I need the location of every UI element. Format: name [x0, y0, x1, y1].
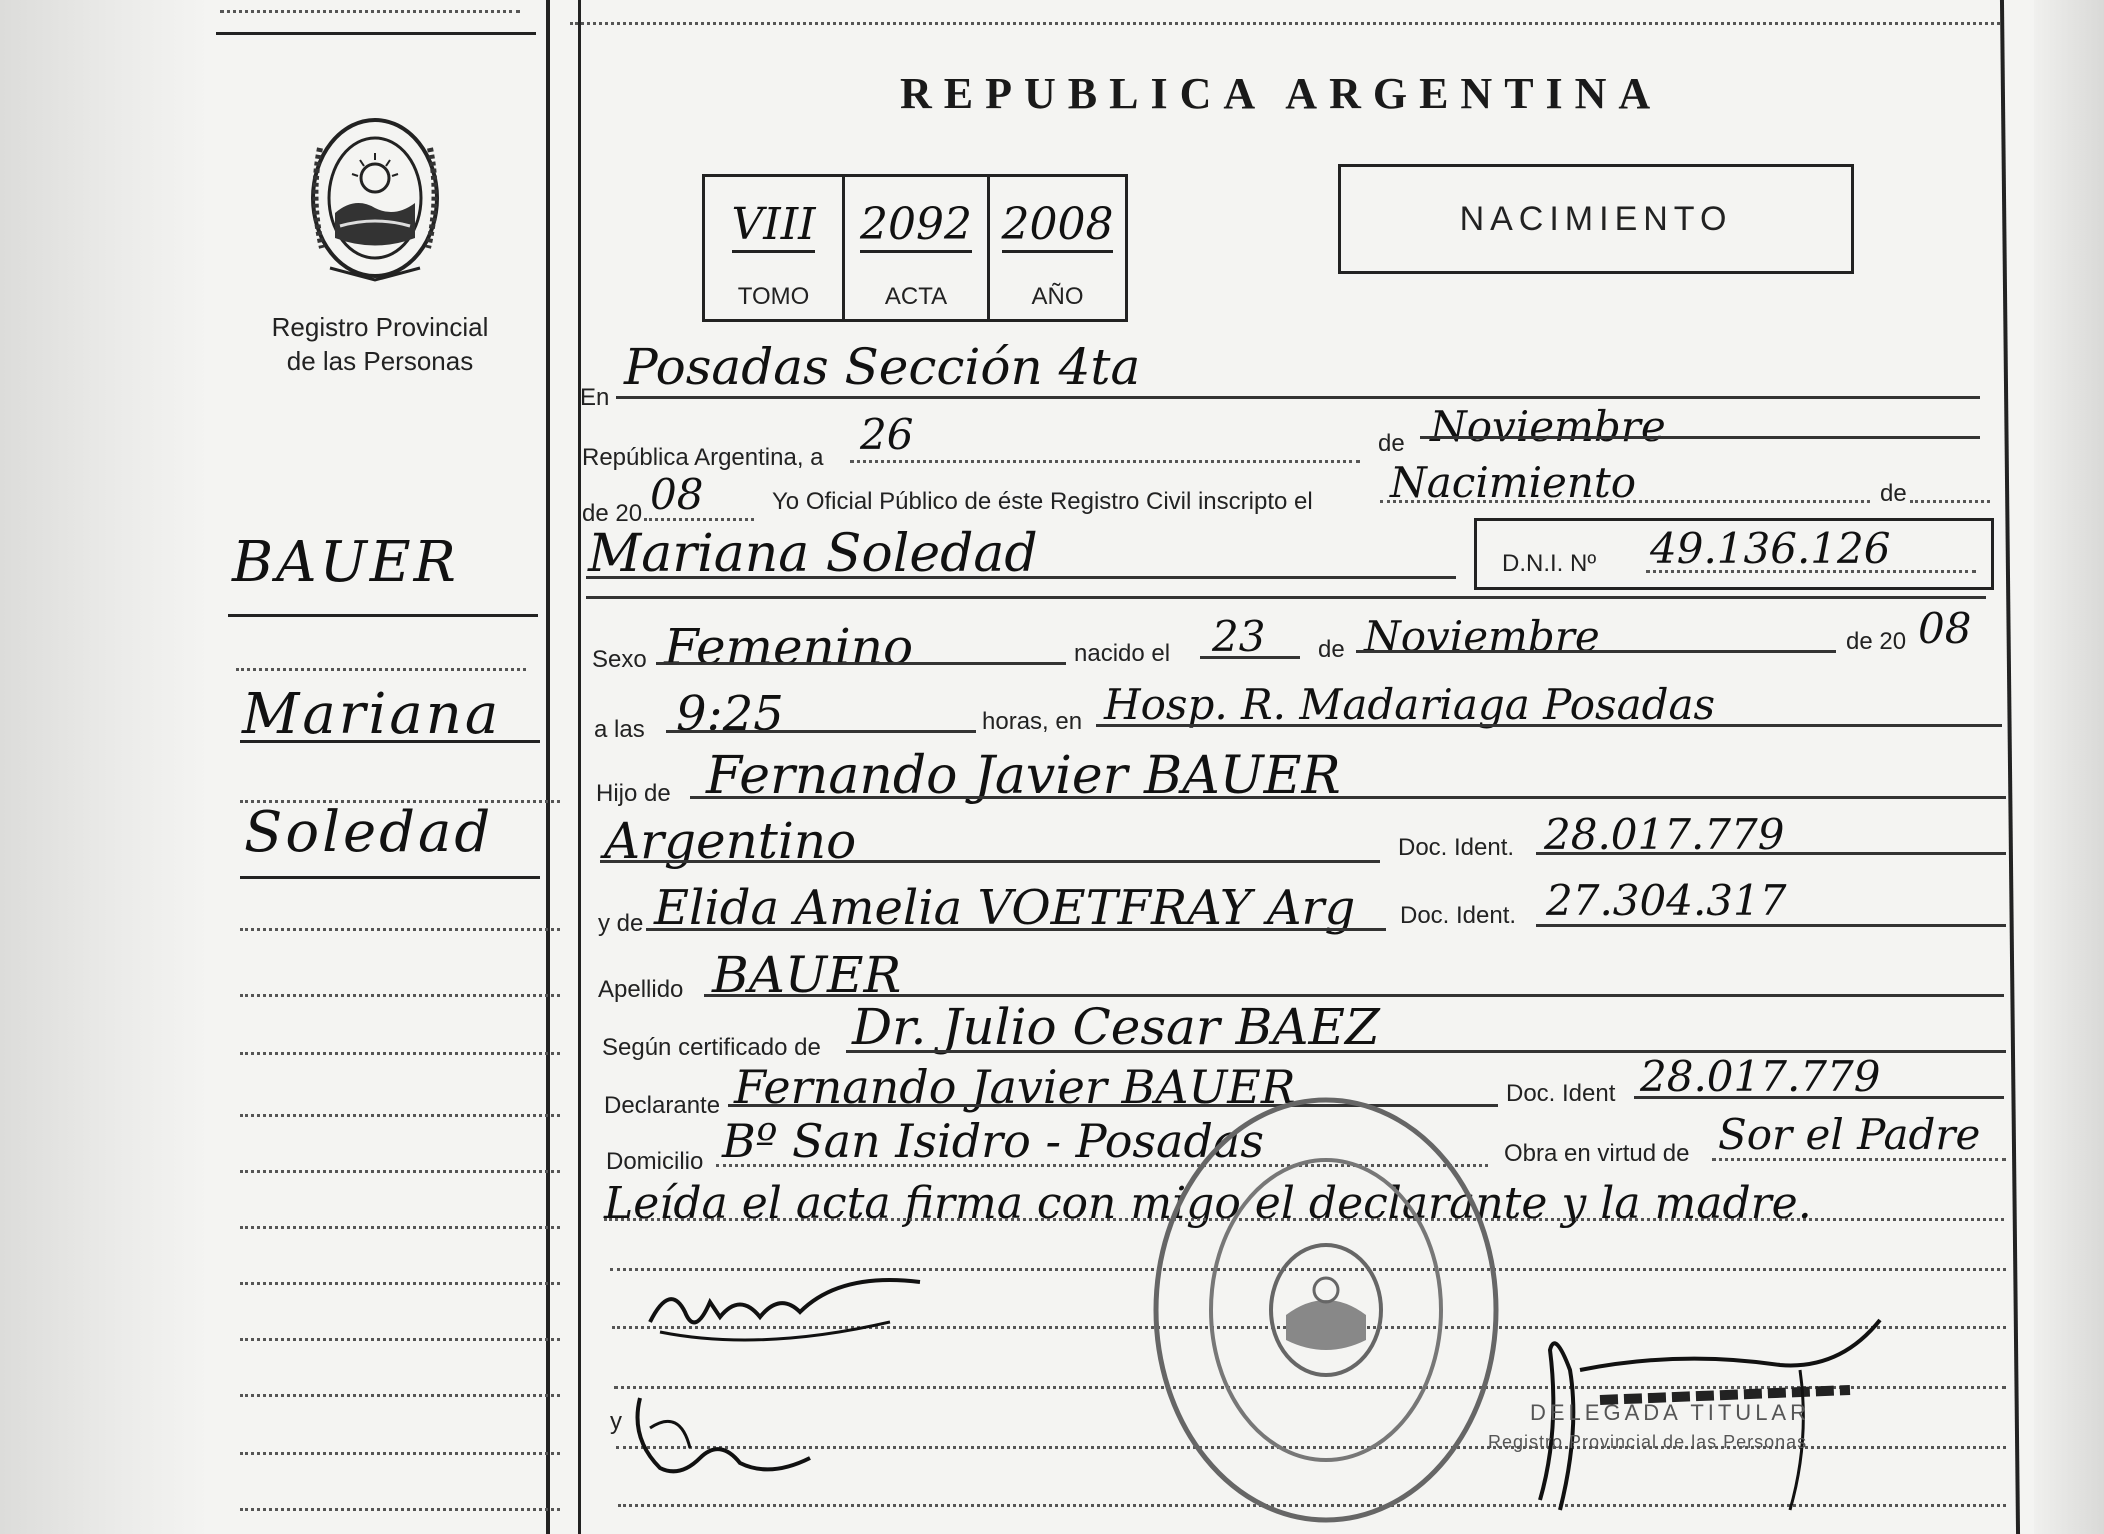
page-gutter-shadow [0, 0, 210, 1534]
month-value: Noviembre [1430, 402, 1666, 451]
margin-dots [236, 668, 526, 671]
declarante-value: Fernando Javier BAUER [734, 1060, 1296, 1114]
apellido-label: Apellido [598, 976, 684, 1003]
registry-name-line1: Registro Provincial [271, 312, 489, 342]
margin-first-name-underline [240, 740, 540, 743]
apellido-value: BAUER [712, 946, 902, 1004]
official-seal-stamp [1146, 1090, 1506, 1530]
time-value: 9:25 [676, 686, 784, 742]
margin-top-dots [220, 10, 520, 13]
horas-label: horas, en [982, 708, 1083, 735]
declarant-signature [640, 1262, 940, 1352]
domicilio-label: Domicilio [606, 1148, 704, 1175]
acta-value-cell [845, 177, 990, 275]
inscripto-value: Nacimiento [1390, 458, 1637, 507]
margin-second-name-underline [240, 876, 540, 879]
obra-value: Sor el Padre [1718, 1110, 1981, 1159]
registry-name [230, 310, 530, 378]
doc-ident-label-2: Doc. Ident. [1400, 902, 1517, 929]
declarante-label: Declarante [604, 1092, 721, 1119]
margin-surname-underline [228, 614, 538, 617]
record-number-box [702, 174, 1128, 322]
en-underline [616, 396, 1980, 399]
margin-top-rule [216, 32, 536, 35]
tomo-label: TOMO [737, 283, 810, 310]
anio-value-cell [990, 177, 1125, 275]
form-left-border [578, 0, 581, 1534]
official-title: DELEGADA TITULAR [1530, 1400, 1810, 1425]
margin-dots [240, 1052, 560, 1055]
hijo-label: Hijo de [596, 780, 671, 807]
year-underline [644, 518, 754, 521]
name-row-rule [586, 596, 1986, 599]
margin-dots [240, 1452, 560, 1455]
act-type-box: NACIMIENTO [1338, 164, 1854, 274]
republica-label: República Argentina, a [582, 444, 824, 471]
birth-year-label: de 20 [1846, 628, 1907, 655]
margin-dots [240, 1226, 560, 1229]
mother-signature [620, 1378, 820, 1488]
margin-dots [240, 1508, 560, 1511]
declarante-doc-value: 28.017.779 [1640, 1052, 1881, 1101]
country-title: REPUBLICA ARGENTINA [900, 69, 1663, 118]
obra-underline [1712, 1158, 2006, 1161]
de-underline-2 [1910, 500, 1990, 503]
tomo-value: VIII [732, 199, 816, 253]
margin-surname: BAUER [232, 530, 459, 595]
birth-day-value: 23 [1212, 612, 1266, 661]
anio-label-cell [990, 275, 1125, 319]
mother-doc-underline [1536, 924, 2006, 927]
misiones-seal-icon [300, 108, 450, 288]
apellido-underline [704, 994, 2004, 997]
domicilio-value: Bº San Isidro - Posadas [722, 1114, 1264, 1168]
y-de-label: y de [598, 910, 644, 937]
margin-dots [240, 1282, 560, 1285]
inscripto-underline [1380, 500, 1870, 503]
mother-value: Elida Amelia VOETFRAY Arg [654, 880, 1356, 936]
anio-label: AÑO [1031, 283, 1084, 310]
form-right-border [2000, 0, 2020, 1534]
birth-month-value: Noviembre [1364, 612, 1600, 661]
birth-year-value: 08 [1918, 604, 1972, 653]
dni-value: 49.136.126 [1650, 524, 1891, 573]
anio-value: 2008 [1002, 199, 1114, 253]
en-label: En [580, 384, 610, 411]
dni-label: D.N.I. Nº [1502, 550, 1597, 577]
father-nationality-underline [600, 860, 1380, 863]
margin-dots [240, 1394, 560, 1397]
declarante-doc-underline [1634, 1096, 2004, 1099]
a-las-label: a las [594, 716, 645, 743]
segun-value: Dr. Julio Cesar BAEZ [852, 998, 1380, 1056]
margin-dots [240, 994, 560, 997]
birth-month-underline [1356, 650, 1836, 653]
obra-label: Obra en virtud de [1504, 1140, 1690, 1167]
name-value: Mariana Soledad [588, 524, 1038, 584]
en-value: Posadas Sección 4ta [624, 338, 1141, 396]
father-doc-underline [1536, 852, 2006, 855]
tomo-value-cell [705, 177, 845, 275]
father-value: Fernando Javier BAUER [706, 746, 1341, 806]
registry-name-line2: de las Personas [286, 346, 474, 376]
name-underline [586, 576, 1456, 579]
year-value: 08 [650, 470, 704, 519]
place-underline [1096, 724, 2002, 727]
margin-dots [240, 1114, 560, 1117]
time-underline [666, 730, 976, 733]
margin-dots [240, 928, 560, 931]
acta-value: 2092 [860, 199, 972, 253]
left-margin-border [546, 0, 550, 1534]
note-value: Leída el acta firma con migo el declarante y la madre. [604, 1178, 1812, 1229]
segun-label: Según certificado de [602, 1034, 821, 1061]
de-label-2: de [1880, 480, 1907, 507]
sexo-underline [656, 662, 1066, 665]
y-label: y [610, 1408, 622, 1435]
tomo-label-cell [705, 275, 845, 319]
month-underline [1420, 436, 1980, 439]
dni-underline [1646, 570, 1976, 573]
mother-underline [646, 928, 1386, 931]
de-label-3: de [1318, 636, 1345, 663]
official-organization: Registro Provincial de las Personas [1488, 1432, 1808, 1452]
sexo-value: Femenino [664, 618, 914, 676]
de-label: de [1378, 430, 1405, 457]
nacido-label: nacido el [1074, 640, 1171, 667]
father-nationality-value: Argentino [604, 812, 857, 870]
father-doc-value: 28.017.779 [1544, 810, 1785, 859]
father-underline [690, 796, 2006, 799]
day-value: 26 [860, 410, 914, 459]
page-edge-shadow [2034, 0, 2104, 1534]
margin-second-name: Soledad [244, 800, 494, 865]
year-prefix-label: de 20 [582, 500, 643, 527]
margin-column [210, 0, 545, 1534]
acta-label-cell [845, 275, 990, 319]
doc-ident-label-3: Doc. Ident [1506, 1080, 1616, 1107]
mother-doc-value: 27.304.317 [1546, 876, 1787, 925]
form-top-dots [570, 22, 2000, 25]
margin-dots [240, 1170, 560, 1173]
margin-dots [240, 1338, 560, 1341]
sexo-label: Sexo [592, 646, 647, 673]
place-value: Hosp. R. Madariaga Posadas [1104, 680, 1716, 729]
birth-day-underline [1200, 656, 1300, 659]
margin-first-name: Mariana [242, 682, 502, 747]
oficial-label: Yo Oficial Público de éste Registro Civil inscripto el [772, 488, 1313, 515]
doc-ident-label: Doc. Ident. [1398, 834, 1515, 861]
day-underline [850, 460, 1360, 463]
acta-label: ACTA [884, 283, 948, 310]
